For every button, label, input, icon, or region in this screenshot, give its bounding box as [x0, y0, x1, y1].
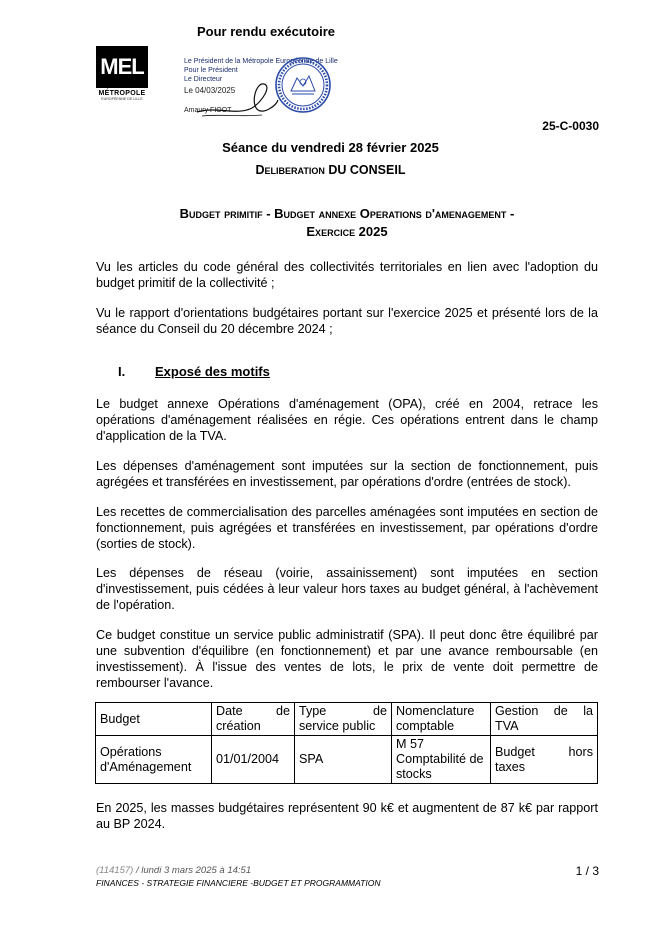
paragraph-reseau: Les dépenses de réseau (voirie, assainissement) sont imputées en section d'investissement, puis cédées à leur valeur hors taxes au budget général, à l'achèvement de l'opération. [96, 566, 598, 612]
table-header-cell: Nomenclature comptable [392, 703, 491, 736]
paragraph-recettes: Les recettes de commercialisation des parcelles aménagées sont imputées en section de fonctionnement, puis agrégées et transférées en investissement, par opérations d'ordre (sorties de stock). [96, 505, 598, 551]
title-line1: Budget primitif - Budget annexe Operations d'amenagement - [179, 206, 515, 221]
deliberation-heading [0, 163, 661, 177]
paragraph-spa: Ce budget constitue un service public administratif (SPA). Il peut donc être équilibré par une subvention d'équilibre (en fonctionnement) et par une avance remboursable (en investissement). À l'issue des ventes de lots, le prix de vente doit permettre de rembourser l'avance. [96, 628, 598, 690]
table-header-row [96, 703, 598, 736]
stamp-line1: Le Président de la Métropole Européenne de Lille [184, 58, 338, 65]
table-cell: Budget hors taxes [491, 736, 598, 784]
logo-mel-text: MEL [96, 46, 148, 88]
stamp-line3: Le Directeur [184, 76, 223, 83]
paragraph-masses: En 2025, les masses budgétaires représentent 90 k€ et augmentent de 87 k€ par rapport au BP 2024. [96, 801, 598, 831]
footer-date: / lundi 3 mars 2025 à 14:51 [133, 865, 252, 876]
section-heading [118, 364, 270, 379]
stamp-line2: Pour le Président [184, 67, 238, 74]
paragraph-opa: Le budget annexe Opérations d'aménagement (OPA), créé en 2004, retrace les opérations d'aménagement réalisées en régie. Ces opérations entrent dans le champ d'application de la TVA. [96, 397, 598, 443]
table-header-cell: Type de service public [295, 703, 392, 736]
footer-id: (114157) [96, 865, 134, 876]
logo-metropole-text: MÉTROPOLE [98, 90, 146, 97]
table-cell: Opérations d'Aménagement [96, 736, 212, 784]
deliberation-reference: 25-C-0030 [542, 119, 599, 133]
table-cell: 01/01/2004 [212, 736, 295, 784]
table-row [96, 736, 598, 784]
section-number: I. [118, 364, 126, 379]
handwritten-signature [192, 76, 282, 118]
logo-sub-text: EUROPÉENNE DE LILLE [101, 97, 143, 101]
paragraph-depenses: Les dépenses d'aménagement sont imputées sur la section de fonctionnement, puis agrégées et transférées en investissement, par opérations d'ordre (entrées de stock). [96, 459, 598, 489]
deliberation-word: Deliberation [255, 163, 325, 177]
table-cell: M 57 Comptabilité de stocks [392, 736, 491, 784]
document-title [96, 205, 598, 241]
stamp-date: Le 04/03/2025 [184, 86, 236, 95]
du-conseil: DU CONSEIL [328, 163, 406, 177]
vu-paragraph-1: Vu les articles du code général des collectivités territoriales en lien avec l'adoption du budget primitif de la collectivité ; [96, 260, 598, 290]
page-number: 1 / 3 [575, 864, 599, 878]
table-header-cell: Gestion de la TVA [491, 703, 598, 736]
footer-service: FINANCES - STRATEGIE FINANCIERE -BUDGET ET PROGRAMMATION [96, 878, 381, 888]
table-header-cell: Date de création [212, 703, 295, 736]
executoire-label: Pour rendu exécutoire [197, 24, 335, 39]
mel-logo [96, 46, 148, 101]
vu-paragraph-2: Vu le rapport d'orientations budgétaires portant sur l'exercice 2025 et présenté lors de la séance du Conseil du 20 décembre 2024 ; [96, 306, 598, 336]
title-line2: Exercice 2025 [306, 224, 388, 239]
footer-timestamp [96, 865, 251, 876]
table-cell: SPA [295, 736, 392, 784]
official-seal-icon [274, 56, 332, 114]
section-title: Exposé des motifs [155, 364, 270, 379]
seance-date: Séance du vendredi 28 février 2025 [222, 140, 439, 155]
stamp-name: Amaury FIOOT [184, 107, 232, 114]
table-header-cell: Budget [96, 703, 212, 736]
budget-info-table [95, 702, 598, 784]
